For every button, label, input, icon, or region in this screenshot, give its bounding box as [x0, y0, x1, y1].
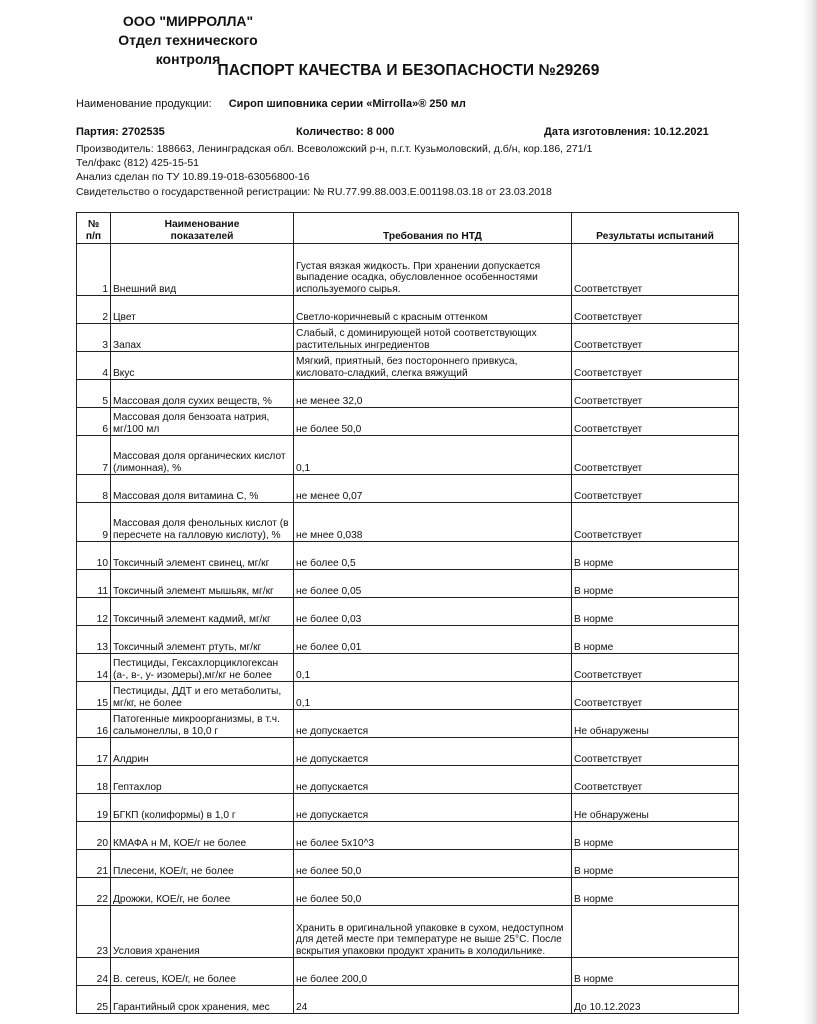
row-requirement: не более 50,0: [294, 850, 572, 878]
row-indicator-name: Массовая доля органических кислот (лимонная), %: [111, 436, 294, 475]
row-number: 22: [77, 878, 111, 906]
row-requirement: Густая вязкая жидкость. При хранении допускается выпадение осадка, обусловленное особенностями используемого сырья.: [294, 244, 572, 296]
row-result: Соответствует: [572, 475, 739, 503]
row-result: Не обнаружены: [572, 710, 739, 738]
row-result: До 10.12.2023: [572, 986, 739, 1014]
row-indicator-name: Условия хранения: [111, 906, 294, 958]
row-result: Не обнаружены: [572, 794, 739, 822]
row-number: 1: [77, 244, 111, 296]
row-requirement: не более 50,0: [294, 408, 572, 436]
row-result: Соответствует: [572, 436, 739, 475]
document-title: ПАСПОРТ КАЧЕСТВА И БЕЗОПАСНОСТИ №29269: [217, 62, 600, 79]
table-row: [77, 598, 739, 626]
row-number: 7: [77, 436, 111, 475]
table-row: [77, 503, 739, 542]
table-row: [77, 380, 739, 408]
manufacturer-line: Производитель: 188663, Ленинградская обл. Всеволожский р-н, п.г.т. Кузьмоловский, д.б/н, кор.186, 271/1: [76, 143, 593, 155]
row-result: Соответствует: [572, 766, 739, 794]
row-requirement: не менее 32,0: [294, 380, 572, 408]
row-requirement: Светло-коричневый с красным оттенком: [294, 296, 572, 324]
row-indicator-name: Массовая доля бензоата натрия, мг/100 мл: [111, 408, 294, 436]
table-header-row: [77, 213, 739, 244]
table-row: [77, 626, 739, 654]
row-result: Соответствует: [572, 380, 739, 408]
batch-date: Дата изготовления: 10.12.2021: [544, 126, 709, 138]
row-indicator-name: Цвет: [111, 296, 294, 324]
table-row: [77, 738, 739, 766]
row-requirement: не допускается: [294, 794, 572, 822]
row-indicator-name: Алдрин: [111, 738, 294, 766]
table-row: [77, 710, 739, 738]
row-number: 10: [77, 542, 111, 570]
table-row: [77, 408, 739, 436]
row-result: Соответствует: [572, 503, 739, 542]
row-number: 23: [77, 906, 111, 958]
row-number: 12: [77, 598, 111, 626]
row-requirement: не более 0,01: [294, 626, 572, 654]
table-row: [77, 475, 739, 503]
row-indicator-name: Массовая доля витамина С, %: [111, 475, 294, 503]
row-requirement: 0,1: [294, 682, 572, 710]
row-requirement: не более 5х10^3: [294, 822, 572, 850]
header-requirements: Требования по НТД: [294, 213, 572, 244]
analysis-line: Анализ сделан по ТУ 10.89.19-018-63056800-16: [76, 171, 310, 184]
row-result: В норме: [572, 878, 739, 906]
header-results: Результаты испытаний: [572, 213, 739, 244]
table-row: [77, 352, 739, 380]
row-number: 13: [77, 626, 111, 654]
table-row: [77, 906, 739, 958]
row-number: 5: [77, 380, 111, 408]
row-number: 6: [77, 408, 111, 436]
product-line: [76, 98, 466, 110]
row-number: 9: [77, 503, 111, 542]
row-number: 20: [77, 822, 111, 850]
row-result: Соответствует: [572, 654, 739, 682]
row-requirement: 0,1: [294, 436, 572, 475]
row-indicator-name: Пестициды, Гексахлорциклогексан (а-, в-, у- изомеры),мг/кг не более: [111, 654, 294, 682]
header-name: Наименование показателей: [111, 213, 294, 244]
table-row: [77, 654, 739, 682]
row-requirement: 0,1: [294, 654, 572, 682]
row-number: 14: [77, 654, 111, 682]
row-requirement: Хранить в оригинальной упаковке в сухом, недоступном для детей месте при температуре не выше 25°С. После вскрытия упаковки продукт хранить в холодильнике.: [294, 906, 572, 958]
row-requirement: не более 0,03: [294, 598, 572, 626]
row-requirement: не допускается: [294, 738, 572, 766]
table-row: [77, 878, 739, 906]
row-number: 16: [77, 710, 111, 738]
row-requirement: Мягкий, приятный, без постороннего привкуса, кисловато-сладкий, слегка вяжущий: [294, 352, 572, 380]
row-indicator-name: Плесени, КОЕ/г, не более: [111, 850, 294, 878]
row-indicator-name: Внешний вид: [111, 244, 294, 296]
table-row: [77, 822, 739, 850]
row-requirement: не допускается: [294, 710, 572, 738]
batch-party: Партия: 2702535: [76, 126, 165, 138]
row-indicator-name: Массовая доля сухих веществ, %: [111, 380, 294, 408]
row-indicator-name: КМАФА н М, КОЕ/г не более: [111, 822, 294, 850]
table-row: [77, 794, 739, 822]
row-indicator-name: Токсичный элемент кадмий, мг/кг: [111, 598, 294, 626]
test-results-table: [76, 212, 739, 1014]
row-result: Соответствует: [572, 738, 739, 766]
row-result: В норме: [572, 626, 739, 654]
row-result: Соответствует: [572, 682, 739, 710]
row-requirement: не более 50,0: [294, 878, 572, 906]
batch-quantity: Количество: 8 000: [296, 126, 395, 138]
header-num: № п/п: [77, 213, 111, 244]
scan-edge-shadow: [803, 0, 817, 1024]
table-body: [77, 244, 739, 1014]
row-result: Соответствует: [572, 408, 739, 436]
row-result: Соответствует: [572, 244, 739, 296]
row-result: В норме: [572, 958, 739, 986]
certificate-line: Свидетельство о государственной регистрации: № RU.77.99.88.003.Е.001198.03.18 от 23.03.2018: [76, 185, 552, 198]
row-number: 3: [77, 324, 111, 352]
row-result: В норме: [572, 850, 739, 878]
row-requirement: не более 200,0: [294, 958, 572, 986]
table-row: [77, 850, 739, 878]
table-row: [77, 296, 739, 324]
row-result: В норме: [572, 542, 739, 570]
row-number: 2: [77, 296, 111, 324]
row-indicator-name: Вкус: [111, 352, 294, 380]
row-requirement: Слабый, с доминирующей нотой соответствующих растительных ингредиентов: [294, 324, 572, 352]
row-requirement: не менее 0,07: [294, 475, 572, 503]
department-name: Отдел технического контроля: [118, 32, 258, 67]
row-number: 4: [77, 352, 111, 380]
row-indicator-name: Токсичный элемент ртуть, мг/кг: [111, 626, 294, 654]
producer-info: [76, 142, 592, 199]
row-number: 15: [77, 682, 111, 710]
table-row: [77, 958, 739, 986]
row-result: В норме: [572, 570, 739, 598]
row-result: Соответствует: [572, 324, 739, 352]
row-number: 19: [77, 794, 111, 822]
row-indicator-name: Дрожжи, КОЕ/г, не более: [111, 878, 294, 906]
row-indicator-name: Токсичный элемент свинец, мг/кг: [111, 542, 294, 570]
row-requirement: не допускается: [294, 766, 572, 794]
table-row: [77, 682, 739, 710]
row-requirement: не более 0,5: [294, 542, 572, 570]
row-result: В норме: [572, 598, 739, 626]
row-requirement: 24: [294, 986, 572, 1014]
row-indicator-name: Пестициды, ДДТ и его метаболиты, мг/кг, не более: [111, 682, 294, 710]
table-row: [77, 986, 739, 1014]
row-number: 24: [77, 958, 111, 986]
table-row: [77, 570, 739, 598]
row-number: 17: [77, 738, 111, 766]
organization-header: [88, 12, 288, 69]
phone-line: Тел/факс (812) 425-15-51: [76, 157, 200, 170]
org-name: ООО "МИРРОЛЛА": [122, 13, 254, 29]
row-requirement: не мнее 0,038: [294, 503, 572, 542]
table-row: [77, 542, 739, 570]
row-result: [572, 906, 739, 958]
row-number: 25: [77, 986, 111, 1014]
row-requirement: не более 0,05: [294, 570, 572, 598]
table-row: [77, 324, 739, 352]
row-number: 8: [77, 475, 111, 503]
product-value: Сироп шиповника серии «Mirrolla»® 250 мл: [228, 98, 466, 110]
table-row: [77, 244, 739, 296]
row-indicator-name: B. cereus, КОЕ/г, не более: [111, 958, 294, 986]
row-indicator-name: Токсичный элемент мышьяк, мг/кг: [111, 570, 294, 598]
row-indicator-name: Запах: [111, 324, 294, 352]
row-result: Соответствует: [572, 352, 739, 380]
row-number: 11: [77, 570, 111, 598]
row-indicator-name: Массовая доля фенольных кислот (в пересчете на галловую кислоту), %: [111, 503, 294, 542]
row-indicator-name: Патогенные микроорганизмы, в т.ч. сальмонеллы, в 10,0 г: [111, 710, 294, 738]
row-result: В норме: [572, 822, 739, 850]
row-number: 21: [77, 850, 111, 878]
row-indicator-name: БГКП (колиформы) в 1,0 г: [111, 794, 294, 822]
table-row: [77, 766, 739, 794]
row-indicator-name: Гарантийный срок хранения, мес: [111, 986, 294, 1014]
row-indicator-name: Гептахлор: [111, 766, 294, 794]
product-label: Наименование продукции:: [76, 98, 212, 110]
row-result: Соответствует: [572, 296, 739, 324]
row-number: 18: [77, 766, 111, 794]
table-row: [77, 436, 739, 475]
